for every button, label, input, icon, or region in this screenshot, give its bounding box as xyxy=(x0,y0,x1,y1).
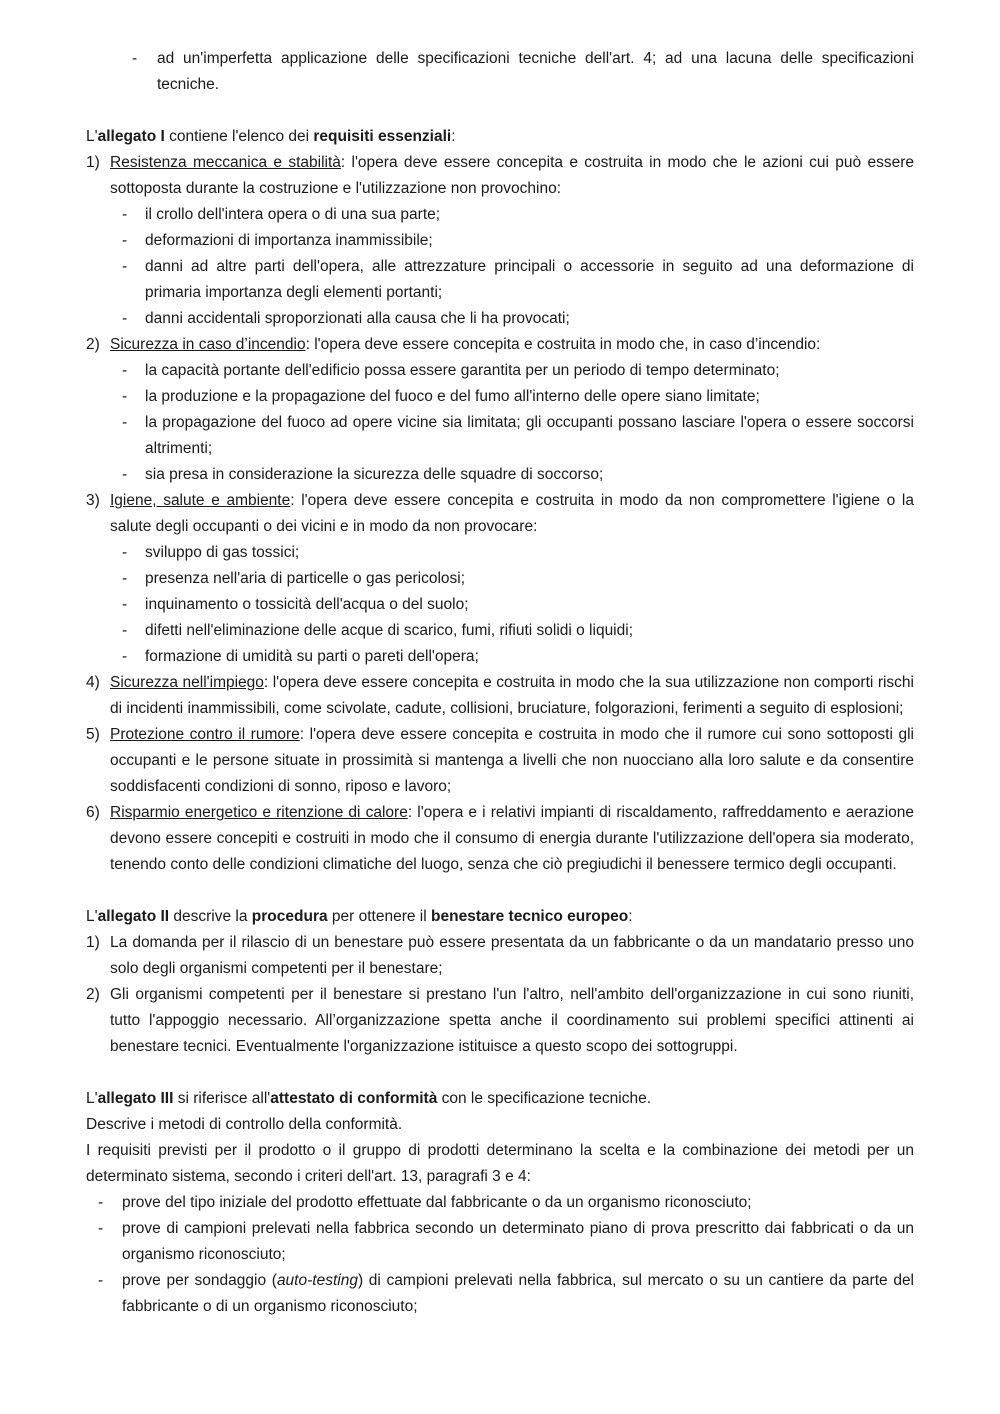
requisito-title: Igiene, salute e ambiente xyxy=(110,492,291,509)
procedura-list xyxy=(86,930,914,1060)
top-list xyxy=(86,46,914,98)
item-number: 5) xyxy=(86,726,100,743)
requisito-title: Sicurezza nell'impiego xyxy=(110,674,264,691)
list-item: - il crollo dell'intera opera o di una sua parte; xyxy=(122,206,441,223)
requisito-item: 1) Resistenza meccanica e stabilità: l'opera deve essere concepita e costruita in modo che le azioni cui può essere sottoposta durante la costruzione e l'utilizzazione non provochino: - il crollo dell'intera opera o di una sua parte; - deformazioni di importanza inammissibile; - danni ad altre parti dell'opera, alle attrezzature principali o accessorie in seguito ad una deformazione di primaria importanza degli elementi portanti; - danni accidentali sproporzionati alla causa che li ha provocati; xyxy=(86,150,914,332)
allegato-2-intro: L'allegato II descrive la procedura per ottenere il benestare tecnico europeo: xyxy=(86,908,633,925)
list-item: - presenza nell'aria di particelle o gas pericolosi; xyxy=(122,570,466,587)
allegato-3-intro: L'allegato III si riferisce all'attestato di conformità con le specificazione tecniche. xyxy=(86,1090,652,1107)
dash-bullet: - xyxy=(132,50,138,67)
requisito-item: 3) Igiene, salute e ambiente: l'opera deve essere concepita e costruita in modo da non compromettere l'igiene o la salute degli occupanti o dei vicini e in modo da non provocare: - sviluppo di gas tossici; - presenza nell'aria di particelle o gas pericolosi; - inquinamento o tossicità dell'acqua o del suolo; - difetti nell'eliminazione delle acque di scarico, fumi, rifiuti solidi o liquidi; - formazione di umidità su parti o pareti dell'opera; xyxy=(86,488,914,670)
sub-list xyxy=(110,358,914,488)
requisito-title: Resistenza meccanica e stabilità xyxy=(110,154,341,171)
list-item: - deformazioni di importanza inammissibile; xyxy=(122,232,433,249)
list-item: - danni ad altre parti dell'opera, alle attrezzature principali o accessorie in seguito ad una deformazione di primaria importanza degli elementi portanti; xyxy=(122,258,914,301)
requisito-title: Risparmio energetico e ritenzione di calore xyxy=(110,804,408,821)
procedura-item: 1) La domanda per il rilascio di un benestare può essere presentata da un fabbricante o da un mandatario presso uno solo degli organismi competenti per il benestare; xyxy=(86,930,914,982)
requisito-item: 2) Sicurezza in caso d’incendio: l'opera deve essere concepita e costruita in modo che, in caso d’incendio: - la capacità portante dell'edificio possa essere garantita per un periodo di tempo determinato; - la produzione e la propagazione del fuoco e del fumo all'interno delle opere siano limitate; - la propagazione del fuoco ad opere vicine sia limitata; gli occupanti possano lasciare l'opera o essere soccorsi altrimenti; - sia presa in considerazione la sicurezza delle squadre di soccorso; xyxy=(86,332,914,488)
list-item: - sia presa in considerazione la sicurezza delle squadre di soccorso; xyxy=(122,466,604,483)
requisito-item: 5) Protezione contro il rumore: l'opera deve essere concepita e costruita in modo che il rumore cui sono sottoposti gli occupanti e le persone situate in prossimità si mantenga a livelli che non nuocciano alla loro salute e da consentire soddisfacenti condizioni di sonno, riposo e lavoro; xyxy=(86,722,914,800)
list-item: - danni accidentali sproporzionati alla causa che li ha provocati; xyxy=(122,310,570,327)
sub-list xyxy=(110,202,914,332)
allegato-3-paragraph: I requisiti previsti per il prodotto o il gruppo di prodotti determinano la scelta e la combinazione dei metodi per un determinato sistema, secondo i criteri dell'art. 13, paragrafi 3 e 4: xyxy=(86,1142,914,1185)
list-item: - difetti nell'eliminazione delle acque di scarico, fumi, rifiuti solidi o liquidi; xyxy=(122,622,634,639)
item-number: 4) xyxy=(86,674,100,691)
item-number: 3) xyxy=(86,492,100,509)
list-item: - sviluppo di gas tossici; xyxy=(122,544,300,561)
list-item: - la capacità portante dell'edificio possa essere garantita per un periodo di tempo determinato; xyxy=(122,362,780,379)
list-item-text: ad un'imperfetta applicazione delle specificazioni tecniche dell'art. 4; ad una lacuna delle specificazioni tecniche. xyxy=(157,50,914,93)
item-number: 6) xyxy=(86,804,100,821)
requisiti-list xyxy=(86,150,914,878)
list-item xyxy=(86,46,914,98)
list-item: - la produzione e la propagazione del fuoco e del fumo all'interno delle opere siano limitate; xyxy=(122,388,760,405)
list-item: - prove del tipo iniziale del prodotto effettuate dal fabbricante o da un organismo riconosciuto; xyxy=(98,1194,752,1211)
list-item: - formazione di umidità su parti o pareti dell'opera; xyxy=(122,648,479,665)
requisito-item: 6) Risparmio energetico e ritenzione di calore: l'opera e i relativi impianti di riscaldamento, raffreddamento e aerazione devono essere concepiti e costruiti in modo che il consumo di energia durante l'utilizzazione dell'opera sia moderato, tenendo conto delle condizioni climatiche del luogo, senza che ciò pregiudichi il benessere termico degli occupanti. xyxy=(86,800,914,878)
requisito-item: 4) Sicurezza nell'impiego: l'opera deve essere concepita e costruita in modo che la sua utilizzazione non comporti rischi di incidenti inammissibili, come scivolate, cadute, collisioni, bruciature, folgorazioni, ferimenti a seguito di esplosioni; xyxy=(86,670,914,722)
metodi-list xyxy=(86,1190,914,1320)
requisito-title: Protezione contro il rumore xyxy=(110,726,300,743)
item-number: 1) xyxy=(86,934,100,951)
allegato-1-intro: L'allegato I contiene l'elenco dei requisiti essenziali: xyxy=(86,128,456,145)
list-item: - la propagazione del fuoco ad opere vicine sia limitata; gli occupanti possano lasciare l'opera o essere soccorsi altrimenti; xyxy=(122,414,914,457)
list-item: - prove di campioni prelevati nella fabbrica secondo un determinato piano di prova prescritto dai fabbricati o da un organismo riconosciuto; xyxy=(98,1220,914,1263)
item-number: 1) xyxy=(86,154,100,171)
item-number: 2) xyxy=(86,986,100,1003)
list-item: - prove per sondaggio (auto-testing) di campioni prelevati nella fabbrica, sul mercato o su un cantiere da parte del fabbricante o di un organismo riconosciuto; xyxy=(98,1272,915,1315)
item-number: 2) xyxy=(86,336,100,353)
requisito-title: Sicurezza in caso d’incendio xyxy=(110,336,306,353)
sub-list xyxy=(110,540,914,670)
list-item: - inquinamento o tossicità dell'acqua o del suolo; xyxy=(122,596,469,613)
allegato-3-line: Descrive i metodi di controllo della conformità. xyxy=(86,1116,403,1133)
procedura-item: 2) Gli organismi competenti per il benestare si prestano l'un l'altro, nell'ambito dell'organizzazione in cui sono riuniti, tutto l'appoggio necessario. All’organizzazione spetta anche il coordinamento sui problemi specifici attinenti ai benestare tecnici. Eventualmente l'organizzazione istituisce a questo scopo dei sottogruppi. xyxy=(86,982,914,1060)
